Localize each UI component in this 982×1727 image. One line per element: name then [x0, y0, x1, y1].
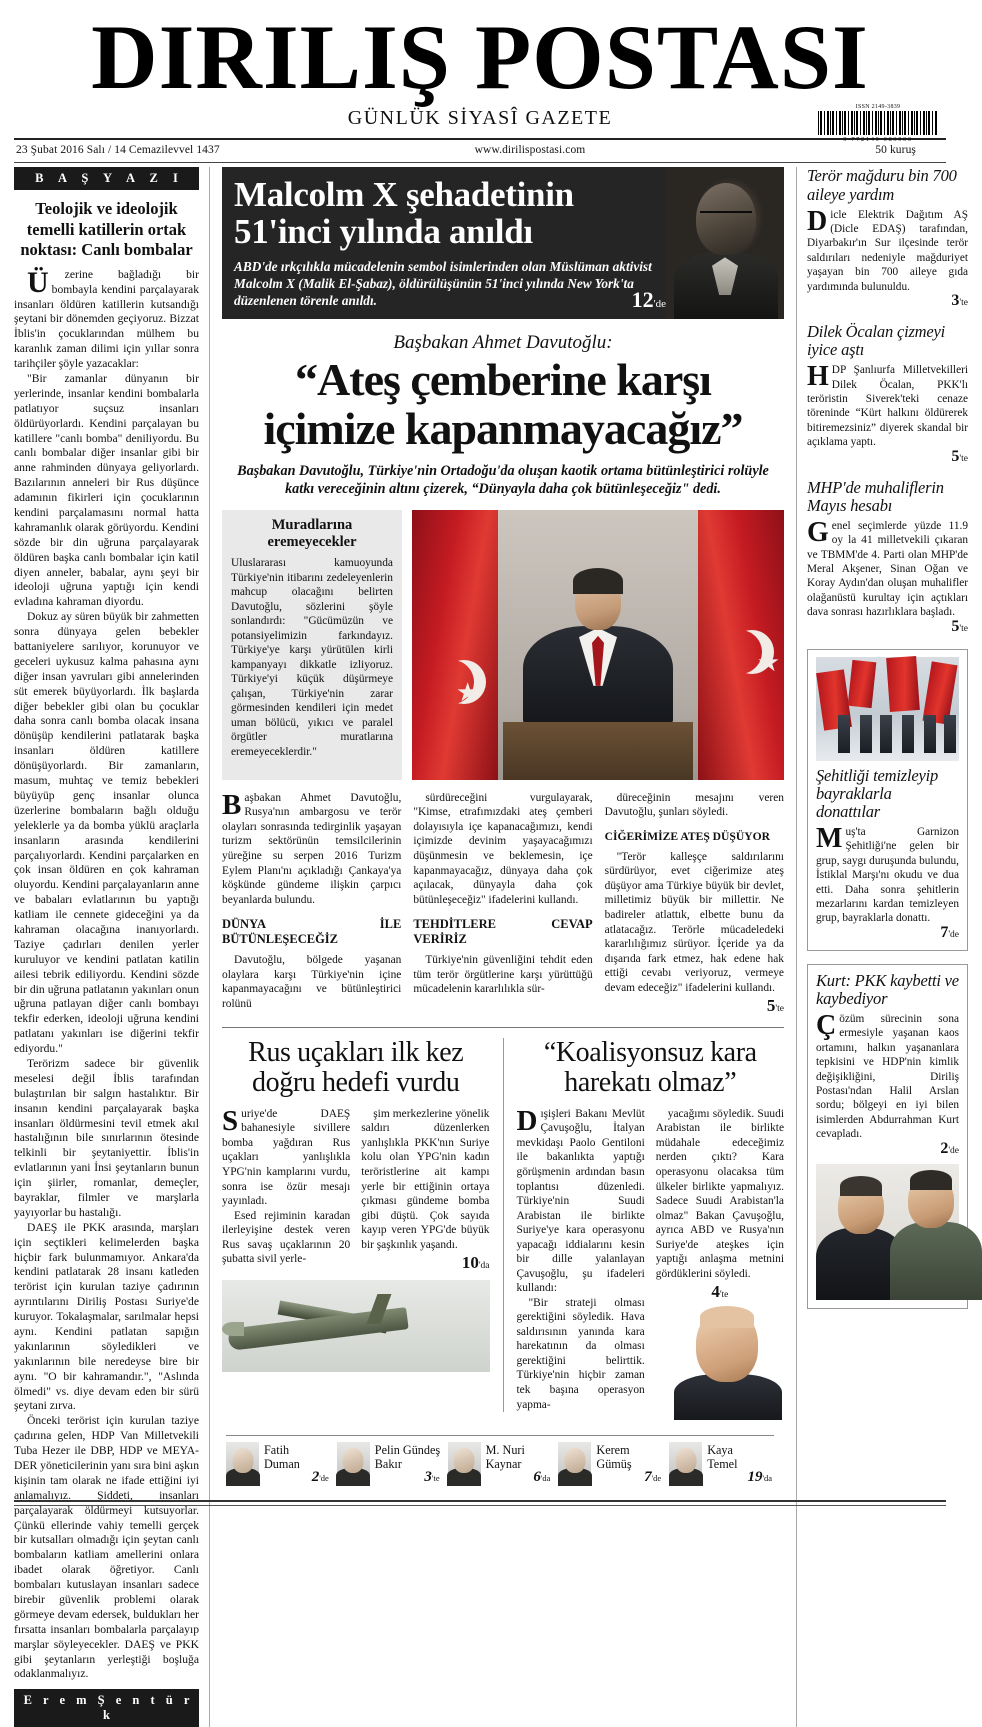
- columnist-avatar: [226, 1442, 259, 1486]
- editorial-paragraph: Önceki terörist için kurulan taziye çadırına gelen, HDP Van Milletvekili Tuba Hezer ile DBP, HDP ve MEYA-DER yöneticilerinin yanı sıra bini aşkın kişinin tam olarak ne ifade ettiğini iyi anlamalıyız. Şiddeti, insanları parçalayarak öldürmeyi kutsuyorlar. Çünkü ellerinde vahiy temelli gerçek bir kutsalları olmadığı için şeytan canlı bombaların katliam amellerini onlara ibadet olarak öğretiyor. Canlı bombaları kutuslayan insanları sadece birebir güvenlik problemi olarak görmeye devam edersek, buldukları her fırsatta insanları bombalarla parçalayıp marşlar söyleyecekler. DAEŞ ve PKK gibi şeytanların yerleştiği boşluğa odaklanmalıyız.: [14, 1414, 199, 1681]
- brief-title: Terör mağduru bin 700 aileye yardım: [807, 166, 957, 204]
- malcolm-x-banner[interactable]: [222, 167, 784, 319]
- lead-subheading: CİĞERİMİZE ATEŞ DÜŞÜYOR: [604, 829, 771, 843]
- dateline-bar: [14, 140, 946, 160]
- lead-column-3: [605, 791, 784, 1017]
- page-number: 12: [631, 287, 654, 313]
- columnist-avatar: [448, 1442, 481, 1486]
- barcode-block: [816, 104, 940, 143]
- lead-box-title: Muradlarına eremeyecekler: [267, 516, 357, 550]
- story-divider: [503, 1038, 504, 1412]
- page-number: 2: [940, 1139, 949, 1157]
- footer-rule-top: [14, 1500, 946, 1502]
- editorial-paragraph: Üzerine bağladığı bir bombayla kendini parçalayarak insanları öldüren katillerin kutsandığı şeytani bir dönemden geçiyoruz. Bizzat İblis'in çocuklarından mülhem bu karanlık zaman dilimi için yıllar sonra tarihçiler şöyle yazacaklar:: [14, 265, 199, 371]
- page-number: 10: [461, 1253, 479, 1273]
- brief-title: Şehitliği temizleyip bayraklarla donattılar: [816, 765, 939, 821]
- section-divider: [222, 1027, 784, 1028]
- lead-paragraph: "Terör kalleşçe saldırılarını sürdürüyor, evet ciğerimize ateş düşüyor ama Türkiye büyük bir devlet, milletimiz büyük bir millettir. Ne badireler atlattık, elbette bunu da atlatacağız. Terörle mücadeledeki kararlılığımız sürüyor. İçeride ya da dışarıda fark etmez, hak edene hak ettiği cevabı veriyoruz, vermeye devam edeceğiz" ifadelerini kullandı.: [604, 850, 784, 994]
- page-number: 7: [940, 923, 949, 941]
- lead-paragraph: Türkiye'nin güvenliğini tehdit eden tüm terör örgütlerine karşı yürüttüğü mücadelenin kararlılıkla sür-: [413, 954, 593, 996]
- malcolm-x-portrait-photo: [666, 167, 784, 319]
- malcolm-x-headline: Malcolm X şehadetinin 51'inci yılında anıldı: [234, 175, 574, 252]
- brief-teror-magduru[interactable]: [807, 167, 968, 310]
- editorial-body: [14, 265, 199, 1683]
- columnists-strip: [226, 1435, 774, 1486]
- columnist-name-line2: Duman: [264, 1457, 300, 1472]
- page-suffix: 'te: [959, 453, 968, 464]
- brief-title: Kurt: PKK kaybetti ve kaybediyor: [816, 970, 959, 1008]
- lead-headline-line1: “Ateş çemberine karşı: [295, 354, 711, 406]
- brief-page-ref: [816, 924, 959, 942]
- columnist-page-ref: [312, 1469, 329, 1486]
- page-suffix: 'de: [319, 1473, 329, 1483]
- page-suffix: 'da: [478, 1261, 490, 1272]
- brief-title: MHP'de muhaliflerin Mayıs hesabı: [807, 477, 944, 515]
- story-rus-ucaklari: [222, 1038, 490, 1412]
- price-label: 50 kuruş: [875, 144, 916, 157]
- sehitlik-flags-photo: [816, 657, 959, 761]
- lead-sidebar-box: [222, 510, 402, 780]
- page-suffix: 'de: [653, 298, 666, 311]
- lead-article-columns: [222, 788, 784, 1017]
- page-suffix: 'da: [762, 1473, 772, 1483]
- page-suffix: 'te: [775, 1004, 784, 1015]
- columnist-avatar: [558, 1442, 591, 1486]
- page-suffix: 'de: [651, 1473, 662, 1483]
- columnist-name-line1: Pelin Gündeş: [374, 1443, 441, 1457]
- page-number: 4: [711, 1282, 720, 1302]
- lead-column-2: [413, 791, 592, 1017]
- fighter-jet-photo: [222, 1280, 490, 1372]
- barcode-number: 9 772149 383900: [843, 136, 913, 143]
- masthead-rule-bottom: [14, 162, 946, 163]
- page-number: 3: [424, 1469, 432, 1485]
- columnist-name-line1: M. Nuri: [485, 1443, 525, 1457]
- editorial-paragraph: DAEŞ ile PKK arasında, marşları için seçtikleri kelimelerden başka hiçbir fark bulunmamıyor. Ankara'da kendini patlatarak 28 insanı katleden terörist için kurulan taziye çadırının ayrıntılarını Diriliş Postası Suriye'de kuruyor. Tokalaşmalar, sarılmalar hepsi aynı. Kendini patlatan sapığın yakınlarının söyledikleri ve yakınlarının bile neredeyse bire bir aynı. "O bir kahramandır.", "Aslında ölmedi" vs. diye devam eden bir sürü şeytani zırva.: [14, 1220, 199, 1413]
- columnist-page-ref: [747, 1469, 772, 1486]
- columnist-name-line2: Kaynar: [485, 1457, 522, 1472]
- lead-paragraph: Davutoğlu, bölgede yaşanan olaylara karşı Türkiye'nin içine kapanmayacağını ve bütünleştirici rolünü: [222, 954, 402, 1010]
- page-suffix: 'te: [719, 1290, 729, 1301]
- story-rus-page-ref: [361, 1252, 489, 1274]
- brief-page-ref: [807, 618, 968, 636]
- columnist-name: [707, 1442, 737, 1486]
- brief-page-ref: [816, 1140, 959, 1158]
- brief-text: Çözüm sürecinin sona ermesiyle yaşanan kaos ortamını, halkın yaşananlara tepkisini ve HDP'nin kimlik değişikliğini, Diriliş Postası'ndan Halil Arslan sordu; bölgeyi en iyi bilen isimlerden Abdurrahman Kurt cevapladı.: [816, 1010, 959, 1141]
- main-column: [222, 167, 784, 1727]
- newspaper-tagline: GÜNLÜK SİYASÎ GAZETE: [347, 107, 613, 130]
- issn-text: ISSN 2149-3839: [855, 104, 901, 110]
- page-number: 3: [951, 292, 960, 310]
- story-rus-body: [222, 1104, 490, 1274]
- barcode-icon: [818, 111, 938, 135]
- columnist-name: [264, 1442, 300, 1486]
- briefs-column: [796, 167, 968, 1727]
- malcolm-x-summary: ABD'de ırkçılıkla mücadelenin sembol isimlerinden olan Müslüman aktivist Malcolm X (Malik El-Şabaz), öldürülüşünün 51'inci yılında New York'ta düzenlenen törenle anıldı.: [234, 258, 652, 308]
- columnist-card[interactable]: [558, 1442, 663, 1486]
- columnist-name: [596, 1442, 631, 1486]
- story-paragraph: şim merkezlerine yönelik saldırı düzenlerken yanlışlıkla PKK'nın Suriye kolu olan YPG'nin kadın teröristlerine ait kampı yerle bir ettiğinin ortaya çıkması gündeme bomba gibi düştü. Çok sayıda kayıp veren YPG'de büyük bir şaşkınlık yaşandı.: [361, 1107, 490, 1251]
- columnist-card[interactable]: [337, 1442, 442, 1486]
- story-paragraph: yacağımı söyledik. Suudi Arabistan ile birlikte müdahale edeceğimiz nerden çıktı? Kara operasyonu olacaksa tüm ülkeler birlikte yapmalıyız. Sadece Suudi Arabistan'la olmaz" Bakan Çavuşoğlu, ayrıca ABD ve Rusya'nın Suriye'de ateşkes için yaptığı anlaşma metnini gördüklerini söyledi.: [655, 1107, 784, 1280]
- brief-mhp-muhalifler[interactable]: [807, 479, 968, 636]
- website-url[interactable]: www.dirilispostasi.com: [474, 144, 586, 157]
- lead-paragraph: Başbakan Ahmet Davutoğlu, Rusya'nın ambargosu ve terör olayları sonrasında tedirginlik yaşayan turizm sektörünün temsilcilerinin yüreğine su serpen 2016 Turizm Eylem Planı'nı açıkladığı Çankaya'ya köşkünde gündeme ilişkin çarpıcı beyanlarda bulundu.: [222, 788, 402, 906]
- lead-subheading: TEHDİTLERE CEVAP VERİRİZ: [413, 917, 593, 947]
- masthead: [14, 0, 946, 143]
- page-number: 2: [311, 1469, 320, 1485]
- editorial-title[interactable]: Teolojik ve ideolojik temelli katillerin ortak noktası: Canlı bombalar: [20, 199, 193, 259]
- brief-text: Dicle Elektrik Dağıtım AŞ (Dicle EDAŞ) tarafından, Diyarbakır'ın Sur ilçesinde terör saldırıları nedeniyle mağduriyet yaşayan bin 700 aileye gıda yardımında bulunuldu.: [807, 205, 968, 293]
- page-suffix: 'te: [959, 298, 968, 309]
- editorial-paragraph: Terörizm sadece bir güvenlik meselesi değil İblis tarafından bulaştırılan bir salgın hastalıktır. Bir insanın kendini parçalayarak başka insanları öldürmesini tevil etmek akıl hastalığının bile sınırlarının ötesinde telkinli bir şeytaniyettir. İblis'in evlatlarının yani İnsi şeytanların bunun için şiirler, romanlar, demeçler, bayraklar, filmler ve marşlarla yayıyorlar bu hastalığı.: [14, 1056, 199, 1219]
- footer-rule-bottom: [14, 1505, 946, 1506]
- columnist-page-ref: [424, 1469, 439, 1486]
- story-paragraph: Dışişleri Bakanı Mevlüt Çavuşoğlu, İtalyan mevkidaşı Paolo Gentiloni ile bakanlıkta yaptığı görüşmenin ardından basın toplantısı düzenledi. Türkiye'nin Suudi Arabistan ile birlikte Suriye'ye kara operasyonu yapacağı iddialarını kesin bir dille yalanlayan Çavuşoğlu, şu ifadeleri kullandı:: [516, 1104, 645, 1295]
- secondary-stories: [222, 1038, 784, 1412]
- columnist-name: [486, 1442, 525, 1486]
- lead-column-1: [222, 788, 402, 1017]
- brief-dilek-ocalan[interactable]: [807, 323, 968, 466]
- section-label-basyazi: B A Ş Y A Z I: [14, 167, 199, 190]
- lead-summary: Başbakan Davutoğlu, Türkiye'nin Ortadoğu'da oluşan kaotik ortama bütünleştirici rolüyle katkı vereceğinin altını çizerek, “Dünyayla daha çok bütünleşeceğiz" dedi.: [237, 462, 769, 498]
- page-suffix: 'da: [540, 1473, 551, 1483]
- malcolm-x-page-ref: [632, 287, 666, 313]
- page-suffix: 'te: [959, 623, 968, 634]
- editorial-column: [14, 167, 210, 1727]
- editorial-paragraph: "Bir zamanlar dünyanın bir yerlerinde, insanlar kendini bombalarla patlatıyor suçsuz insanları öldürüyorlardı. Kendini parçalayan bu katillere "canlı bomba" deniliyordu. Bu canlı bombalar diğer insanlar gibi bir anne rahminden dünyaya geliyorlardı. Bazılarının anneleri bir Rus düşünce adamının fikirleri için çocuklarının kendini parçalamasını normal hatta kahramanlık olarak görüyordu. Kendini sözde bir din uğruna parçalayarak öldüren başka canlı bombalar için katil diyen anneler, babalar, aynı şeyi bir ideoloji uğruna yaptığı için kendi evladına kahraman diyordu.: [14, 372, 199, 609]
- story-rus-headline[interactable]: Rus uçakları ilk kez doğru hedefi vurdu: [248, 1036, 464, 1099]
- columnist-card[interactable]: [226, 1442, 331, 1486]
- lead-headline-line2: içimize kapanmayacağız”: [263, 402, 743, 454]
- columnist-name-line2: Gümüş: [596, 1457, 632, 1472]
- brief-kurt-interview[interactable]: [807, 964, 968, 1309]
- lead-paragraph: düreceğinin mesajını veren Davutoğlu, şunları söyledi.: [604, 791, 784, 819]
- columnist-page-ref: [533, 1469, 550, 1486]
- page-number: 19: [747, 1469, 763, 1485]
- page-suffix: 'de: [948, 1145, 959, 1156]
- columnist-name-line1: Kaya: [707, 1443, 733, 1457]
- columnist-name-line2: Bakır: [374, 1457, 402, 1472]
- page-number: 5: [951, 447, 960, 465]
- page-body: [14, 166, 968, 1727]
- brief-page-ref: [807, 448, 968, 466]
- kurt-interview-photo: [816, 1164, 959, 1300]
- story-paragraph: Esed rejiminin karadan ilerleyişine destek veren Rus savaş uçaklarının 20 şubatta sivil yerle-: [222, 1209, 351, 1266]
- brief-text: Genel seçimlerde yüzde 11.9 oy la 41 milletvekili çıkaran ve TBMM'de 4. Parti olan MHP'de Meral Akşener, Sinan Oğan ve Koray Aydın'dan oluşan muhalifler olağanüstü kurultay için açtıkları dava sonrası hazırlıklara başladı.: [807, 516, 968, 619]
- brief-page-ref: [807, 292, 968, 310]
- story-koalisyon-page-ref: [656, 1281, 784, 1303]
- brief-text: HDP Şanlıurfa Milletvekilleri Dilek Öcalan, PKK'lı teröristin Siverek'teki cenaze töreninde “Kürt halkını öldürerek bitiremezsiniz” diyerek skandal bir açıklama yaptı.: [807, 361, 968, 449]
- brief-sehitlik[interactable]: [807, 649, 968, 951]
- page-suffix: 'de: [948, 929, 959, 940]
- editorial-author[interactable]: E r e m Ş e n t ü r k: [14, 1689, 199, 1727]
- newspaper-title: DIRILIŞ POSTASI: [91, 6, 869, 108]
- page-number: 5: [951, 617, 960, 635]
- davutoglu-press-photo: ★ ★: [412, 510, 784, 780]
- columnist-avatar: [669, 1442, 702, 1486]
- issue-date: 23 Şubat 2016 Salı / 14 Cemazilevvel 1437: [16, 144, 220, 157]
- lead-subheading: DÜNYA İLE BÜTÜNLEŞECEĞİZ: [222, 917, 402, 947]
- lead-photo-row: [222, 510, 784, 780]
- lead-page-ref: [605, 995, 784, 1017]
- columnist-name-line1: Fatih: [264, 1443, 290, 1457]
- columnist-avatar: [337, 1442, 370, 1486]
- columnist-name-line1: Kerem: [596, 1443, 630, 1457]
- page-number: 7: [644, 1469, 652, 1485]
- cavusoglu-portrait-photo: [672, 1302, 784, 1412]
- brief-title: Dilek Öcalan çizmeyi iyice aştı: [807, 322, 946, 360]
- lead-headline[interactable]: [222, 356, 784, 453]
- page-number: 5: [766, 996, 776, 1016]
- story-koalisyon: [517, 1038, 785, 1412]
- lead-kicker: Başbakan Ahmet Davutoğlu:: [393, 332, 613, 354]
- lead-box-text: Uluslararası kamuoyunda Türkiye'nin itibarını zedeleyenlerin mahcup olacağını belirten Davutoğlu, sözlerini şöyle sonlandırdı: "Gücümüzün ve potansiyelimizin farkındayız. Türkiye'ye karşı yürütülen kirli kampanyayı dikkatle izliyoruz. Türkiye'yi küçük düşürmeye çalışan, Türkiye'nin zarar görmesinden kendileri için medet uman bölücü, yıkıcı ve paralel örgütler muratlarına eremeyeceklerdir.": [231, 557, 393, 759]
- columnist-name-line2: Temel: [707, 1457, 738, 1472]
- lead-paragraph: sürdüreceğini vurgulayarak, "Kimse, etrafımızdaki ateş çemberi dolayısıyla içe kapanacağımızı, kendi içimizde devinim yaşayacağımızı düşünmesin ve beklemesin, içe kapanmayacağız, dünyaya daha çok açılacak, dünyayla daha çok bütünleşeceğiz" ifadelerini kullandı.: [413, 791, 593, 906]
- story-paragraph: Suriye'de DAEŞ bahanesiyle sivillere bomba yağdıran Rus uçakları yanlışlıkla YPG'nin kamplarını vurdu, sonra ise özür mesajı yayınladı.: [222, 1104, 351, 1208]
- columnist-card[interactable]: [448, 1442, 553, 1486]
- brief-text: Muş'ta Garnizon Şehitliği'ne gelen bir grup, saygı duruşunda bulundu, İstiklal Marşı'nı okudu ve dua etti. Daha sonra şehitlerin mezarlarını kardan temizleyen grup, bayraklarla donattı.: [816, 823, 959, 925]
- story-paragraph: "Bir strateji olması gerektiğini söyledik. Hava saldırısının yanında kara harekatının da olması gerektiğini belirttik. Türkiye'nin hiçbir zaman tek başına operasyon yapma-: [516, 1296, 645, 1411]
- columnist-card[interactable]: [669, 1442, 774, 1486]
- page-number: 6: [533, 1469, 541, 1485]
- columnist-page-ref: [644, 1469, 661, 1486]
- editorial-paragraph: Dokuz ay süren büyük bir zahmetten sonra dünyaya gelen bebekler battaniyelere sarılıyor, korunuyor ve geceleri uykusuz kalma pahasına aynı diğer insan yavruları gibi annelerinden süt emerek büyüyorlardı. İlk başlarda diğer bebekler gibi olan bu çocuklar daha sonra canlı bomba olacak insana dönüşüp kendilerini patlatarak başka insanları öldüren katillere dönüşüyorlardı. Bir zamanların, masum, muhtaç ve temiz bebekleri büyüyüp genç insanlar olunca üzerlerine bombaların bağlı olduğu yeleklerle ya da bomba yüklü araçlarla insanların arasında kendilerini parçalıyorlardı. Kendini parçalarken en çok insan öldüren en çok kahraman oluyordu. Kendini parçalayanların anne ve babaları evlatlarının bu yaptığı katliam ile cennete gideceğini ya da kahraman olacağına inanıyorlardı. Taziye çadırları denilen yerler kuruluyor ve kendini patlatan katilin ailesi tebrik ediliyordu. Kendini sözde bir din uğruna patlatanın yakınları onun uğruna patlayan diğer canlı bombayı tekfir ederken, ideoloji uğruna kendini patlatanı yakınları ise diğerini tekfir ediyordu.": [14, 610, 199, 1056]
- page-suffix: 'te: [431, 1473, 440, 1483]
- story-koalisyon-headline[interactable]: “Koalisyonsuz kara harekatı olmaz”: [543, 1036, 757, 1099]
